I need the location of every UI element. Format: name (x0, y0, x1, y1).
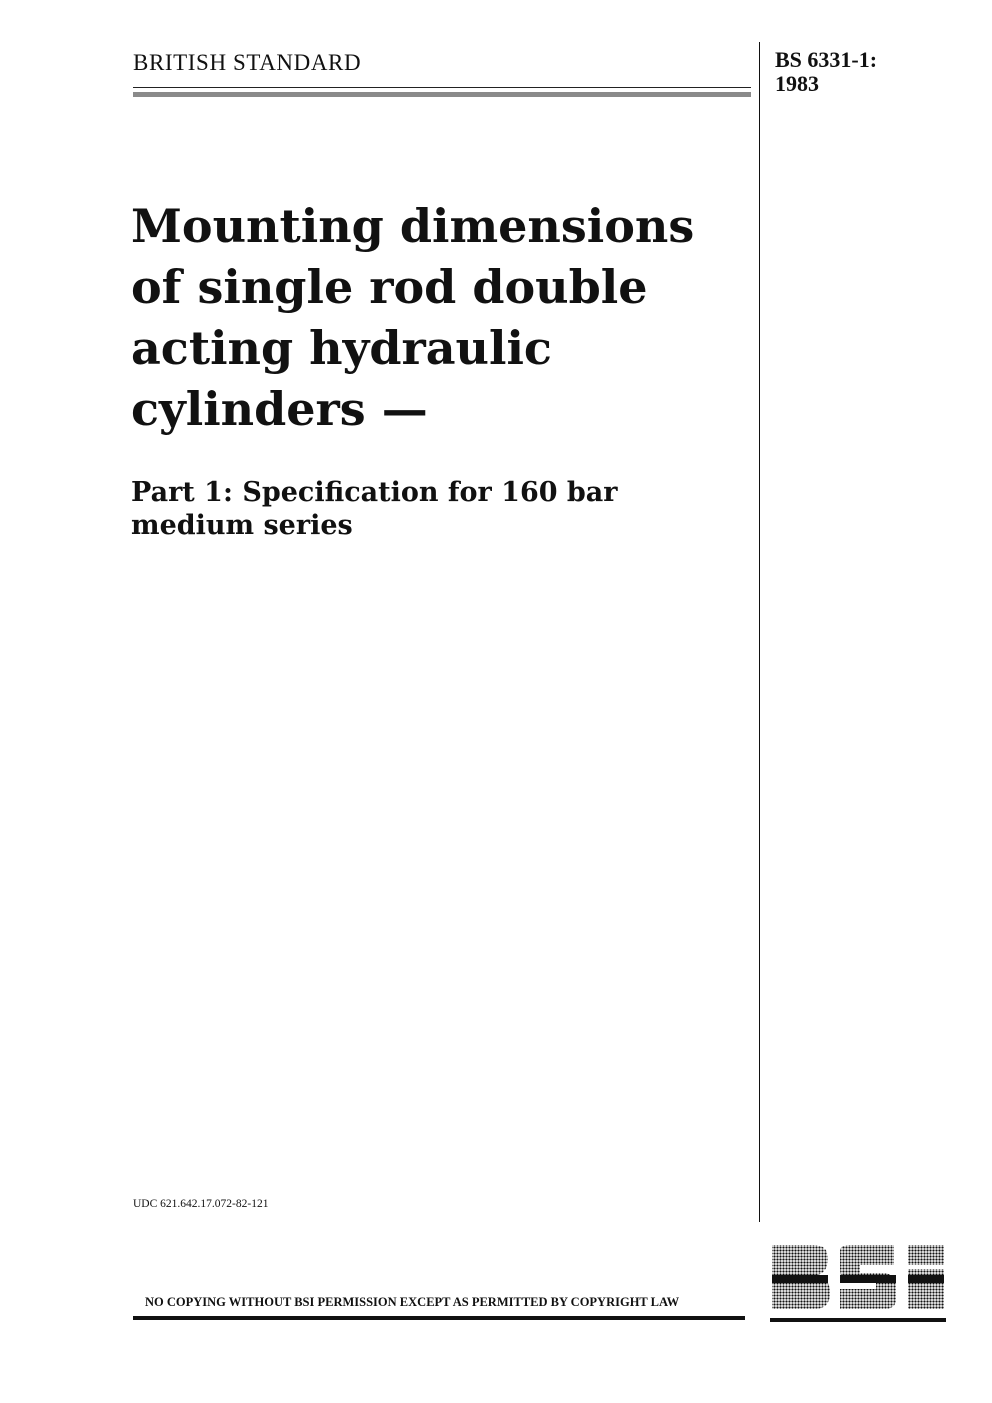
title-line-3: acting hydraulic (131, 321, 552, 375)
header-rule-thin (133, 87, 751, 88)
udc-classification: UDC 621.642.17.072-82-121 (133, 1198, 269, 1210)
title-line-2: of single rod double (131, 260, 648, 314)
subtitle-line-2: medium series (131, 510, 353, 541)
footer-rule (133, 1316, 745, 1320)
standard-number-line1: BS 6331-1: (775, 47, 878, 72)
margin-divider (759, 42, 760, 1222)
document-title (131, 196, 741, 440)
title-line-1: Mounting dimensions (131, 199, 695, 253)
standard-number-line2: 1983 (775, 71, 819, 96)
title-line-4: cylinders — (131, 382, 428, 436)
copyright-notice: NO COPYING WITHOUT BSI PERMISSION EXCEPT AS PERMITTED BY COPYRIGHT LAW (145, 1295, 680, 1309)
series-label: BRITISH STANDARD (133, 50, 362, 75)
subtitle-line-1: Part 1: Specification for 160 bar (131, 477, 618, 508)
logo-underline (770, 1318, 946, 1322)
bsi-logo-icon (770, 1243, 946, 1321)
standard-number (775, 48, 877, 96)
document-subtitle (131, 476, 741, 542)
header-rule-thick (133, 92, 751, 97)
